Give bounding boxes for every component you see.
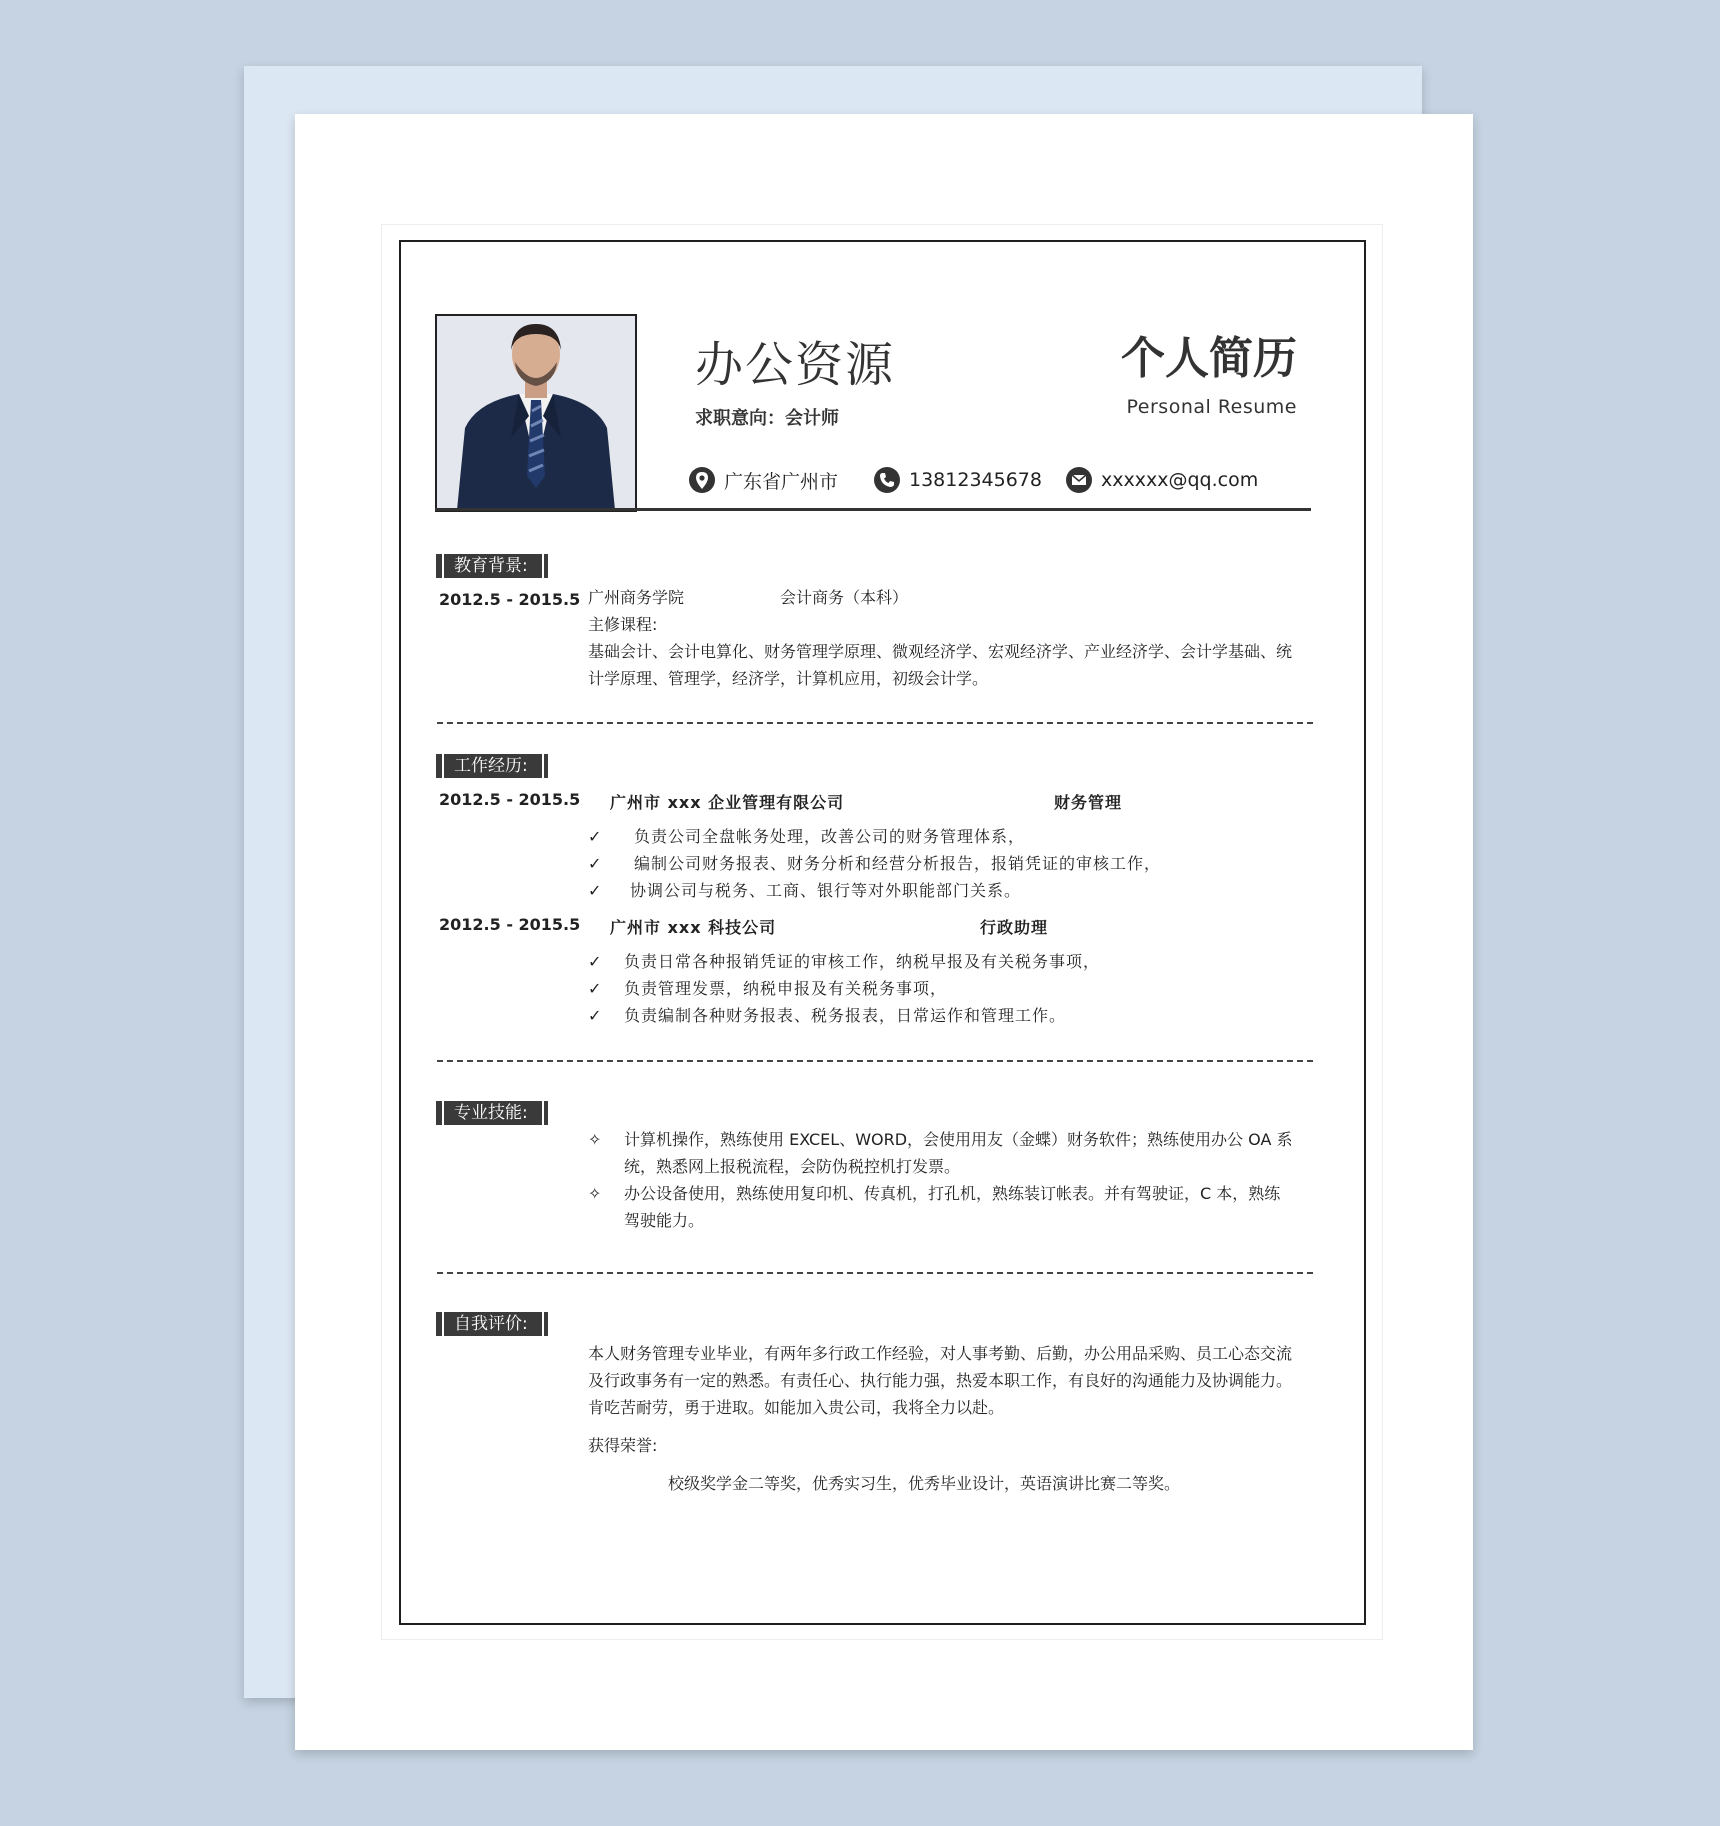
email-icon (1065, 466, 1093, 494)
job-duty: ✓ 负责管理发票，纳税申报及有关税务事项， (588, 979, 948, 998)
skill-line: 计算机操作，熟练使用 EXCEL、WORD，会使用用友（金蝶）财务软件；熟练使用办公 OA 系 (624, 1130, 1293, 1149)
section-divider (437, 1272, 1313, 1274)
section-tag-self-eval: 自我评价: (436, 1312, 548, 1336)
courses-label: 主修课程: (588, 615, 658, 634)
phone-icon (873, 466, 901, 494)
skill-line: 统，熟悉网上报税流程，会防伪税控机打发票。 (624, 1157, 961, 1176)
job-company: 广州市 xxx 科技公司 (610, 918, 777, 937)
section-divider (437, 722, 1313, 724)
education-school: 广州商务学院 (588, 588, 685, 607)
check-icon: ✓ (588, 881, 603, 900)
job-date: 2012.5 - 2015.5 (439, 915, 581, 934)
honors-label: 获得荣誉: (588, 1436, 658, 1455)
job-role: 行政助理 (980, 918, 1049, 937)
self-eval-line: 及行政事务有一定的熟悉。有责任心、执行能力强，热爱本职工作，有良好的沟通能力及协调能力。 (588, 1371, 1293, 1390)
check-icon: ✓ (588, 979, 603, 998)
skill-bullet-icon: ✧ (588, 1130, 602, 1149)
honors-text: 校级奖学金二等奖，优秀实习生，优秀毕业设计，英语演讲比赛二等奖。 (668, 1474, 1181, 1493)
courses-line: 基础会计、会计电算化、财务管理学原理、微观经济学、宏观经济学、产业经济学、会计学基础、统 (588, 642, 1293, 661)
skill-line: 办公设备使用，熟练使用复印机、传真机，打孔机，熟练装订帐表。并有驾驶证，C 本，熟练 (624, 1184, 1281, 1203)
check-icon: ✓ (588, 827, 603, 846)
check-icon: ✓ (588, 854, 603, 873)
job-duty: ✓ 负责日常各种报销凭证的审核工作，纳税早报及有关税务事项， (588, 952, 1101, 971)
self-eval-line: 肯吃苦耐劳，勇于进取。如能加入贵公司，我将全力以赴。 (588, 1398, 1005, 1417)
job-duty: ✓ 协调公司与税务、工商、银行等对外职能部门关系。 (588, 881, 1022, 900)
job-company: 广州市 xxx 企业管理有限公司 (610, 793, 845, 812)
email-text: xxxxxx@qq.com (1101, 469, 1259, 491)
section-divider (437, 1060, 1313, 1062)
job-intent: 求职意向：会计师 (695, 408, 839, 429)
job-duty: ✓ 负责编制各种财务报表、税务报表，日常运作和管理工作。 (588, 1006, 1067, 1025)
check-icon: ✓ (588, 1006, 603, 1025)
self-eval-line: 本人财务管理专业毕业，有两年多行政工作经验，对人事考勤、后勤，办公用品采购、员工心态交流 (588, 1344, 1293, 1363)
phone-text: 13812345678 (909, 469, 1042, 491)
skill-line: 驾驶能力。 (624, 1211, 705, 1230)
resume-page (295, 114, 1473, 1750)
courses-line: 计学原理、管理学，经济学，计算机应用，初级会计学。 (588, 669, 989, 688)
location-pin-icon (688, 466, 716, 494)
resume-title: 个人简历 (1121, 333, 1297, 384)
job-duty: ✓ 负责公司全盘帐务处理，改善公司的财务管理体系， (588, 827, 1026, 846)
check-icon: ✓ (588, 952, 603, 971)
avatar-portrait (437, 316, 635, 510)
contact-email (1065, 466, 1258, 494)
education-date: 2012.5 - 2015.5 (439, 590, 581, 609)
section-tag-skills: 专业技能: (436, 1101, 548, 1125)
job-role: 财务管理 (1054, 793, 1123, 812)
contact-location (688, 466, 838, 494)
contact-phone (873, 466, 1042, 494)
education-major: 会计商务（本科） (780, 588, 909, 607)
skill-bullet-icon: ✧ (588, 1184, 602, 1203)
resume-subtitle: Personal Resume (1126, 396, 1297, 418)
header-divider (435, 508, 1311, 511)
location-text: 广东省广州市 (724, 470, 839, 493)
section-tag-education: 教育背景: (436, 554, 548, 578)
job-duty: ✓ 编制公司财务报表、财务分析和经营分析报告，报销凭证的审核工作， (588, 854, 1162, 873)
profile-photo (435, 314, 637, 512)
section-tag-work: 工作经历: (436, 754, 548, 778)
candidate-name: 办公资源 (695, 337, 896, 393)
job-date: 2012.5 - 2015.5 (439, 790, 581, 809)
